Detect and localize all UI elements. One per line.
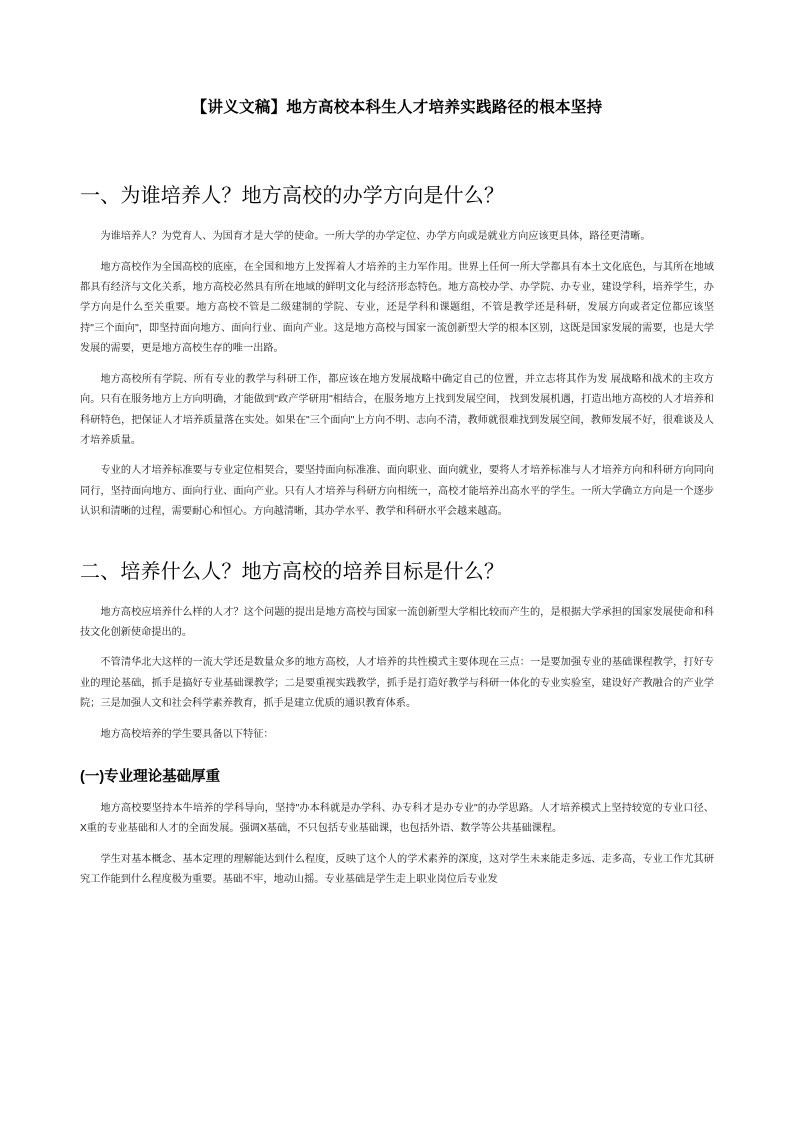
paragraph: 不管清华北大这样的一流大学还是数量众多的地方高校，人才培养的共性模式主要体现在三点：一是要加强专业的基础课程教学，打好专业的理论基础，抓手是搞好专业基础课教学；二是要重视实践教学，抓手是打造好教学与科研一体化的专业实验室，建设好产教融合的产业学院；三是加强人文和社会科学素养教育，抓手是建立优质的通识教育体系。 bbox=[80, 657, 714, 710]
page-title: 【讲义文稿】地方高校本科生人才培养实践路径的根本坚持 bbox=[191, 99, 603, 116]
paragraph: 专业的人才培养标准要与专业定位相契合，要坚持面向标准准、面向职业、面向就业，要将人才培养标准与人才培养方向和科研方向同向同行，坚持面向地方、面向行业、面向产业。只有人才培养与科研方向相统一，高校才能培养出高水平的学生。一所大学确立方向是一个逐步认识和清晰的过程，需要耐心和恒心。方向越清晰，其办学水平、教学和科研水平会越来越高。 bbox=[80, 465, 714, 518]
paragraph: 地方高校作为全国高校的底座，在全国和地方上发挥着人才培养的主力军作用。世界上任何一所大学都具有本土文化底色，与其所在地域都具有经济与文化关系，地方高校必然具有所在地域的鲜明文化与经济形态特色。地方高校办学、办学院、办专业，建设学科，培养学生，办学方向是什么至关重要。地方高校不管是二级建制的学院、专业，还是学科和课题组，不管是教学还是科研，发展方向或者定位都应该坚持"三个面向"，即坚持面向地方、面向行业、面向产业。这是地方高校与国家一流创新型大学的根本区别，这既是国家发展的需要，也是大学发展的需要，更是地方高校生存的唯一出路。 bbox=[80, 261, 714, 355]
paragraph: 地方高校所有学院、所有专业的教学与科研工作，都应该在地方发展战略中确定自己的位置，并立志将其作为发 展战略和战术的主攻方向。只有在服务地方上方向明确，才能做到"政产学研用"相结合，在服务地方上找到发展空间， 找到发展机遇，打造出地方高校的人才培养和科研特色，把保证人才培养质量落在实处。如果在"三个面向"上方向不明、志向不清，教师就很难找到发展空间，教师发展不好，很难谈及人才培养质量。 bbox=[80, 373, 714, 446]
paragraph: 地方高校要坚持本牛培养的学科导向，坚持"办本科就是办学科、办专科才是办专业"的办学思路。人才培养模式上坚持较宽的专业口径、X重的专业基础和人才的全面发展。强调X基础，不只包括专业基础课，也包括外语、数学等公共基础课程。 bbox=[80, 802, 714, 835]
paragraph: 学生对基本概念、基本定理的理解能达到什么程度，反映了这个人的学术素养的深度，这对学生未来能走多远、走多高，专业工作尤其研究工作能到什么程度极为重要。基础不牢，地动山摇。专业基础是学生走上职业岗位后专业发 bbox=[80, 853, 714, 885]
paragraph: 地方高校培养的学生要具备以下特征： bbox=[100, 728, 274, 740]
section-heading-1: 一、为谁培养人？地方高校的办学方向是什么？ bbox=[80, 185, 505, 208]
subsection-heading-1: (一)专业理论基础厚重 bbox=[80, 768, 221, 785]
paragraph: 为谁培养人？为党育人、为国育才是大学的使命。一所大学的办学定位、办学方向或是就业方向应该更具体，路径更清晰。 bbox=[100, 231, 651, 243]
paragraph: 地方高校应培养什么样的人才？这个问题的提出是地方高校与国家一流创新型大学相比较而产生的，是根据大学承担的国家发展使命和科技文化创新使命提出的。 bbox=[80, 606, 714, 638]
section-heading-2: 二、培养什么人？地方高校的培养目标是什么？ bbox=[80, 560, 505, 583]
